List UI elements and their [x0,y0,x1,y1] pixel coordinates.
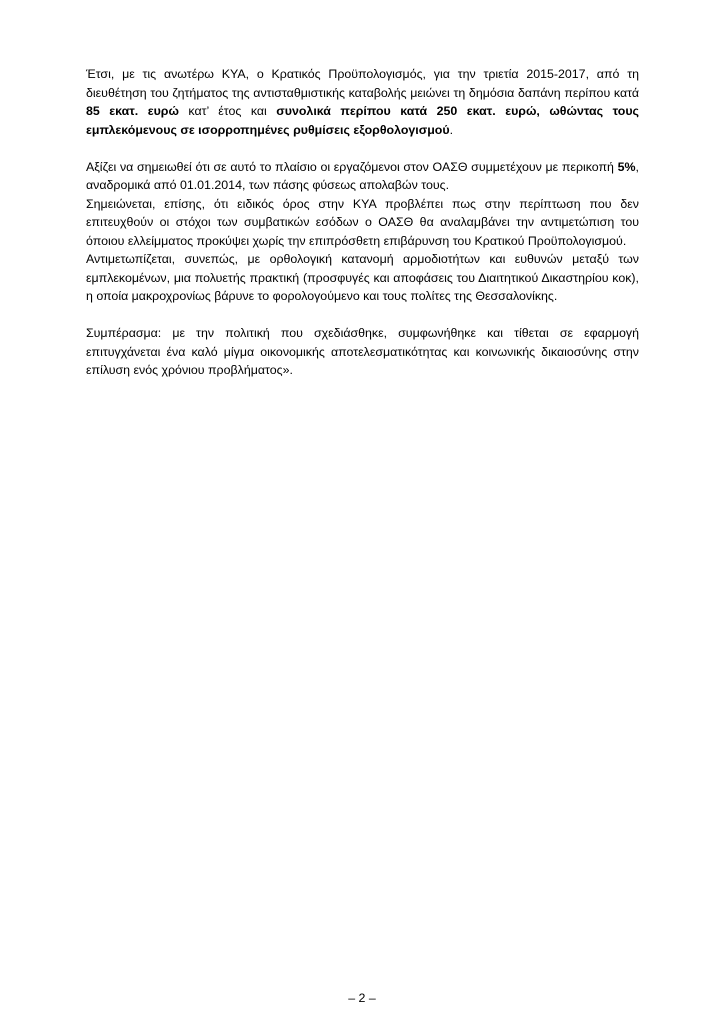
document-body [86,65,639,380]
paragraph-budget-reduction [86,65,639,139]
bold-percentage: 5% [617,159,636,174]
paragraph-text: . [449,122,454,137]
paragraph-special-term: Σημειώνεται, επίσης, ότι ειδικός όρος στην ΚΥΑ προβλέπει πως στην περίπτωση που δεν επιτευχθούν οι στόχοι των συμβατικών εσόδων ο ΟΑΣΘ θα αναλαμβάνει την αντιμετώπιση του όποιου ελλείμματος προκύψει χωρίς την επιπρόσθετη επιβάρυνση του Κρατικού Προϋπολογισμού. [86,196,639,248]
paragraph-text: , αναδρομικά από 01.01.2014, των πάσης φύσεως απολαβών τους. [86,159,639,192]
paragraph-responsibilities: Αντιμετωπίζεται, συνεπώς, με ορθολογική κατανομή αρμοδιοτήτων και ευθυνών μεταξύ των εμπλεκομένων, μια πολυετής πρακτική (προσφυγές και αποφάσεις του Διαιτητικού Δικαστηρίου κοκ), η οποία μακροχρονίως βάρυνε το φορολογούμενο και τους πολίτες της Θεσσαλονίκης. [86,252,639,303]
bold-amount-annual: 85 εκατ. ευρώ [86,104,179,118]
paragraph-salary-cut [86,158,639,195]
paragraph-text: Έτσι, με τις ανωτέρω ΚΥΑ, ο Κρατικός Προϋπολογισμός, για την τριετία 2015-2017, από τη διευθέτηση του ζητήματος της αντισταθμιστικής καταβολής μειώνει τη δημόσια δαπάνη περίπου κατά [86,67,639,100]
paragraph-spacer [86,306,639,325]
paragraph-text: κατ’ έτος και [178,104,277,118]
page-number: – 2 – [348,991,376,1005]
paragraph-text: Αξίζει να σημειωθεί ότι σε αυτό το πλαίσιο οι εργαζόμενοι στον ΟΑΣΘ συμμετέχουν με περικοπή [86,159,618,174]
paragraph-spacer [86,139,639,158]
bold-amount-total: συνολικά περίπου κατά 250 εκατ. ευρώ, ωθώντας τους εμπλεκόμενους σε ισορροπημένες ρυθμίσεις εξορθολογισμού [86,104,639,137]
paragraph-conclusion: Συμπέρασμα: με την πολιτική που σχεδιάσθηκε, συμφωνήθηκε και τίθεται σε εφαρμογή επιτυγχάνεται ένα καλό μίγμα οικονομικής αποτελεσματικότητας και κοινωνικής δικαιοσύνης στην επίλυση ενός χρόνιου προβλήματος». [86,326,639,377]
